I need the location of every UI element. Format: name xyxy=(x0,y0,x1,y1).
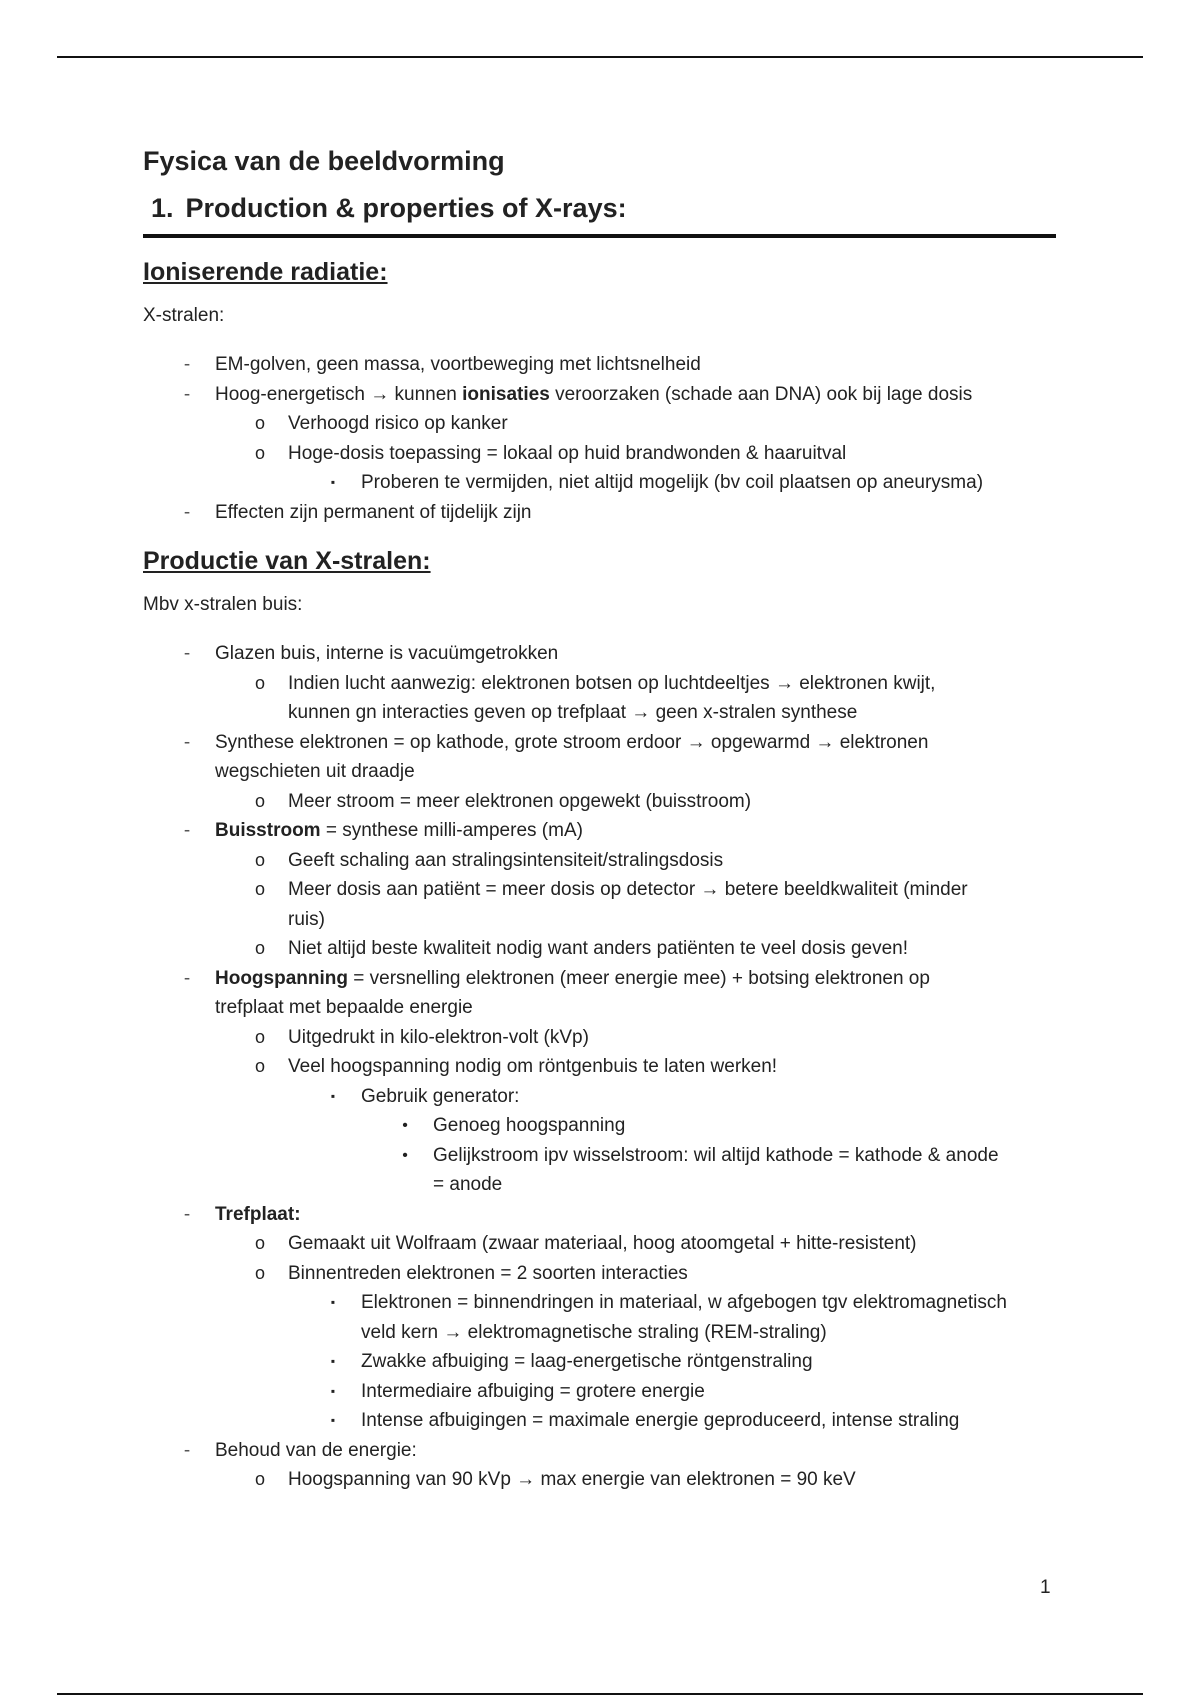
bullet-marker: ▪ xyxy=(330,1295,336,1309)
list-item xyxy=(402,1111,1063,1141)
list-item xyxy=(254,669,1063,699)
item-text: Geeft schaling aan stralingsintensiteit/stralingsdosis xyxy=(288,849,724,871)
list-item xyxy=(183,350,1063,380)
bullet-marker: ▪ xyxy=(330,1383,336,1398)
list-item xyxy=(330,1347,1063,1377)
bullet-list-productie xyxy=(143,639,1063,1495)
list-item xyxy=(254,409,1063,439)
item-text: trefplaat met bepaalde energie xyxy=(215,997,473,1018)
item-text: veroorzaken (schade aan DNA) ook bij lage dosis xyxy=(549,383,973,405)
header-rule xyxy=(57,56,1143,58)
list-item xyxy=(361,1318,1063,1348)
list-item xyxy=(330,1288,1063,1318)
footer-rule xyxy=(57,1693,1143,1695)
list-item xyxy=(330,1377,1063,1407)
item-text: Hoogspanning van 90 kVp → max energie van elektronen = 90 keV xyxy=(288,1469,856,1490)
item-text: Meer stroom = meer elektronen opgewekt (buisstroom) xyxy=(288,790,752,812)
item-text: Hoge-dosis toepassing = lokaal op huid brandwonden & haaruitval xyxy=(288,442,847,464)
item-text: Zwakke afbuiging = laag-energetische röntgenstraling xyxy=(361,1351,813,1372)
item-text: Intense afbuigingen = maximale energie geproduceerd, intense straling xyxy=(361,1410,960,1431)
bullet-marker: - xyxy=(183,501,191,523)
bullet-marker: o xyxy=(254,413,265,433)
list-item xyxy=(254,934,1063,964)
section-heading-productie: Productie van X-stralen: xyxy=(143,547,431,575)
item-text: Veel hoogspanning nodig om röntgenbuis te laten werken! xyxy=(288,1056,778,1077)
chapter-title: Production & properties of X-rays: xyxy=(185,193,627,223)
list-item xyxy=(330,1406,1063,1436)
item-text: veld kern → elektromagnetische straling (REM-straling) xyxy=(361,1321,827,1343)
chapter-number: 1. xyxy=(151,193,174,223)
item-text: kunnen gn interacties geven op trefplaat → geen x-stralen synthese xyxy=(288,702,858,723)
item-text: Elektronen = binnendringen in materiaal, w afgebogen tgv elektromagnetisch xyxy=(361,1292,1007,1313)
item-text: Hoog-energetisch → kunnen xyxy=(215,383,463,405)
list-item xyxy=(215,993,1063,1023)
item-text: wegschieten uit draadje xyxy=(215,761,415,782)
bullet-marker: o xyxy=(254,442,265,463)
bullet-marker: - xyxy=(183,967,191,989)
item-text: Genoeg hoogspanning xyxy=(433,1115,626,1136)
bullet-marker: o xyxy=(254,1469,265,1489)
bullet-marker: - xyxy=(183,643,191,664)
list-item xyxy=(254,1259,1063,1289)
bullet-marker: o xyxy=(254,938,265,958)
list-item xyxy=(183,1436,1063,1466)
list-item xyxy=(330,1082,1063,1112)
section-heading-ioniserende-radiatie: Ioniserende radiatie: xyxy=(143,258,388,286)
item-text: Proberen te vermijden, niet altijd mogelijk (bv coil plaatsen op aneurysma) xyxy=(361,472,984,493)
list-item xyxy=(183,498,1063,528)
item-text: Glazen buis, interne is vacuümgetrokken xyxy=(215,643,559,664)
item-text: = synthese milli-amperes (mA) xyxy=(320,820,583,841)
bullet-marker: - xyxy=(183,1439,191,1461)
list-item xyxy=(183,728,1063,758)
list-item xyxy=(402,1141,1063,1171)
list-item xyxy=(330,468,1063,498)
item-text: Meer dosis aan patiënt = meer dosis op detector → betere beeldkwaliteit (minder xyxy=(288,879,968,900)
item-text: Binnentreden elektronen = 2 soorten interacties xyxy=(288,1262,688,1284)
list-item xyxy=(254,1465,1063,1495)
bullet-marker: - xyxy=(183,383,191,405)
bullet-marker: ▪ xyxy=(330,1354,336,1368)
bullet-list-ioniserende-radiatie xyxy=(143,350,1063,527)
list-item xyxy=(183,964,1063,994)
chapter-heading xyxy=(143,188,1056,238)
bold-term: Buisstroom xyxy=(215,820,321,841)
bullet-marker: o xyxy=(254,1056,265,1076)
list-item xyxy=(254,846,1063,876)
bullet-marker: o xyxy=(254,849,265,870)
item-text: = anode xyxy=(433,1174,503,1195)
list-item xyxy=(254,875,1063,905)
bullet-marker: ▪ xyxy=(330,1088,336,1103)
list-item xyxy=(254,1229,1063,1259)
item-text: Niet altijd beste kwaliteit nodig want anders patiënten te veel dosis geven! xyxy=(288,938,908,959)
section-intro-buis: Mbv x-stralen buis: xyxy=(143,594,303,615)
bullet-marker: o xyxy=(254,1233,265,1253)
list-item xyxy=(183,1200,1063,1230)
bullet-marker: o xyxy=(254,672,265,693)
page-content xyxy=(143,140,1063,1495)
item-text: Verhoogd risico op kanker xyxy=(288,413,508,434)
item-text: Effecten zijn permanent of tijdelijk zijn xyxy=(215,501,532,523)
bold-term: ionisaties xyxy=(462,383,550,405)
list-item xyxy=(215,757,1063,787)
bullet-marker: - xyxy=(183,1203,191,1225)
bullet-marker: ▪ xyxy=(330,1413,336,1427)
list-item xyxy=(288,698,1063,728)
bullet-marker: - xyxy=(183,731,191,753)
list-item xyxy=(183,639,1063,669)
document-title: Fysica van de beeldvorming xyxy=(143,146,505,176)
item-text: EM-golven, geen massa, voortbeweging met lichtsnelheid xyxy=(215,354,701,375)
bullet-marker: o xyxy=(254,1026,265,1047)
list-item xyxy=(254,1023,1063,1053)
item-text: Gemaakt uit Wolfraam (zwaar materiaal, hoog atoomgetal + hitte-resistent) xyxy=(288,1233,917,1254)
item-text: Indien lucht aanwezig: elektronen botsen op luchtdeeltjes → elektronen kwijt, xyxy=(288,672,936,694)
bullet-marker: ▪ xyxy=(330,475,336,489)
list-item xyxy=(183,816,1063,846)
list-item xyxy=(254,1052,1063,1082)
item-text: Behoud van de energie: xyxy=(215,1439,417,1461)
bullet-marker: o xyxy=(254,1262,265,1283)
item-text: Gebruik generator: xyxy=(361,1085,520,1107)
bold-term: Hoogspanning xyxy=(215,967,348,989)
page-number: 1 xyxy=(1040,1577,1051,1598)
list-item xyxy=(288,905,1063,935)
bullet-marker: • xyxy=(402,1146,408,1164)
list-item xyxy=(183,380,1063,410)
bullet-marker: o xyxy=(254,790,265,811)
item-text: = versnelling elektronen (meer energie mee) + botsing elektronen op xyxy=(347,967,930,989)
bullet-marker: • xyxy=(402,1117,408,1134)
section-intro-x-stralen: X-stralen: xyxy=(143,305,225,326)
item-text: Gelijkstroom ipv wisselstroom: wil altijd kathode = kathode & anode xyxy=(433,1144,999,1166)
list-item xyxy=(433,1170,1063,1200)
item-text: Uitgedrukt in kilo-elektron-volt (kVp) xyxy=(288,1026,589,1048)
item-text: Intermediaire afbuiging = grotere energie xyxy=(361,1380,705,1402)
item-text: Synthese elektronen = op kathode, grote stroom erdoor → opgewarmd → elektronen xyxy=(215,731,929,753)
bullet-marker: - xyxy=(183,820,191,841)
bold-term: Trefplaat: xyxy=(215,1203,301,1225)
bullet-marker: o xyxy=(254,879,265,899)
item-text: ruis) xyxy=(288,908,325,930)
list-item xyxy=(254,787,1063,817)
bullet-marker: - xyxy=(183,354,191,375)
list-item xyxy=(254,439,1063,469)
